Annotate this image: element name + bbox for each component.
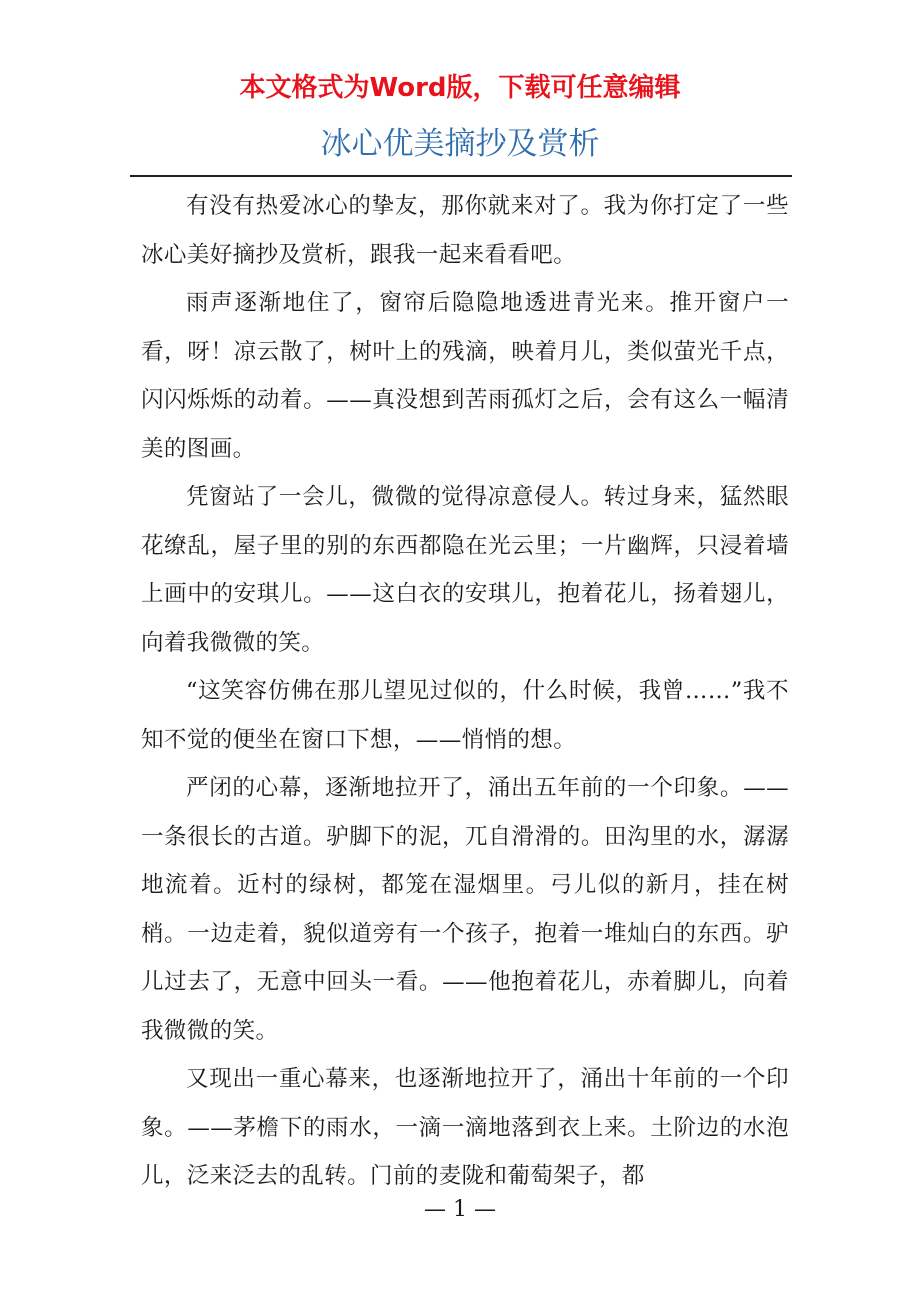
paragraph: 严闭的心幕，逐渐地拉开了，涌出五年前的一个印象。——一条很长的古道。驴脚下的泥，兀自滑滑的。田沟里的水，潺潺地流着。近村的绿树，都笼在湿烟里。弓儿似的新月，挂在树梢。一边走着，貌似道旁有一个孩子，抱着一堆灿白的东西。驴儿过去了，无意中回头一看。——他抱着花儿，赤着脚儿，向着我微微的笑。 <box>141 775 789 1044</box>
download-notice: 本文格式为Word版，下载可任意编辑 <box>239 73 681 103</box>
paragraph: 雨声逐渐地住了，窗帘后隐隐地透进青光来。推开窗户一看，呀！凉云散了，树叶上的残滴，映着月儿，类似萤光千点，闪闪烁烁的动着。——真没想到苦雨孤灯之后，会有这么一幅清美的图画。 <box>141 290 789 462</box>
paragraph: 又现出一重心幕来，也逐渐地拉开了，涌出十年前的一个印象。——茅檐下的雨水，一滴一滴地落到衣上来。土阶边的水泡儿，泛来泛去的乱转。门前的麦陇和葡萄架子，都 <box>141 1066 789 1189</box>
page-number: — 1 — <box>424 1197 496 1222</box>
document-body <box>141 182 789 1201</box>
paragraph: “这笑容仿佛在那儿望见过似的，什么时候，我曾……”我不知不觉的便坐在窗口下想，——悄悄的想。 <box>141 678 789 753</box>
paragraph: 凭窗站了一会儿，微微的觉得凉意侵人。转过身来，猛然眼花缭乱，屋子里的别的东西都隐在光云里；一片幽辉，只浸着墙上画中的安琪儿。——这白衣的安琪儿，抱着花儿，扬着翅儿，向着我微微的笑。 <box>141 484 789 656</box>
document-title: 冰心优美摘抄及赏析 <box>320 126 600 162</box>
paragraph-intro: 有没有热爱冰心的挚友，那你就来对了。我为你打定了一些冰心美好摘抄及赏析，跟我一起来看看吧。 <box>141 193 789 268</box>
title-divider <box>130 175 792 177</box>
